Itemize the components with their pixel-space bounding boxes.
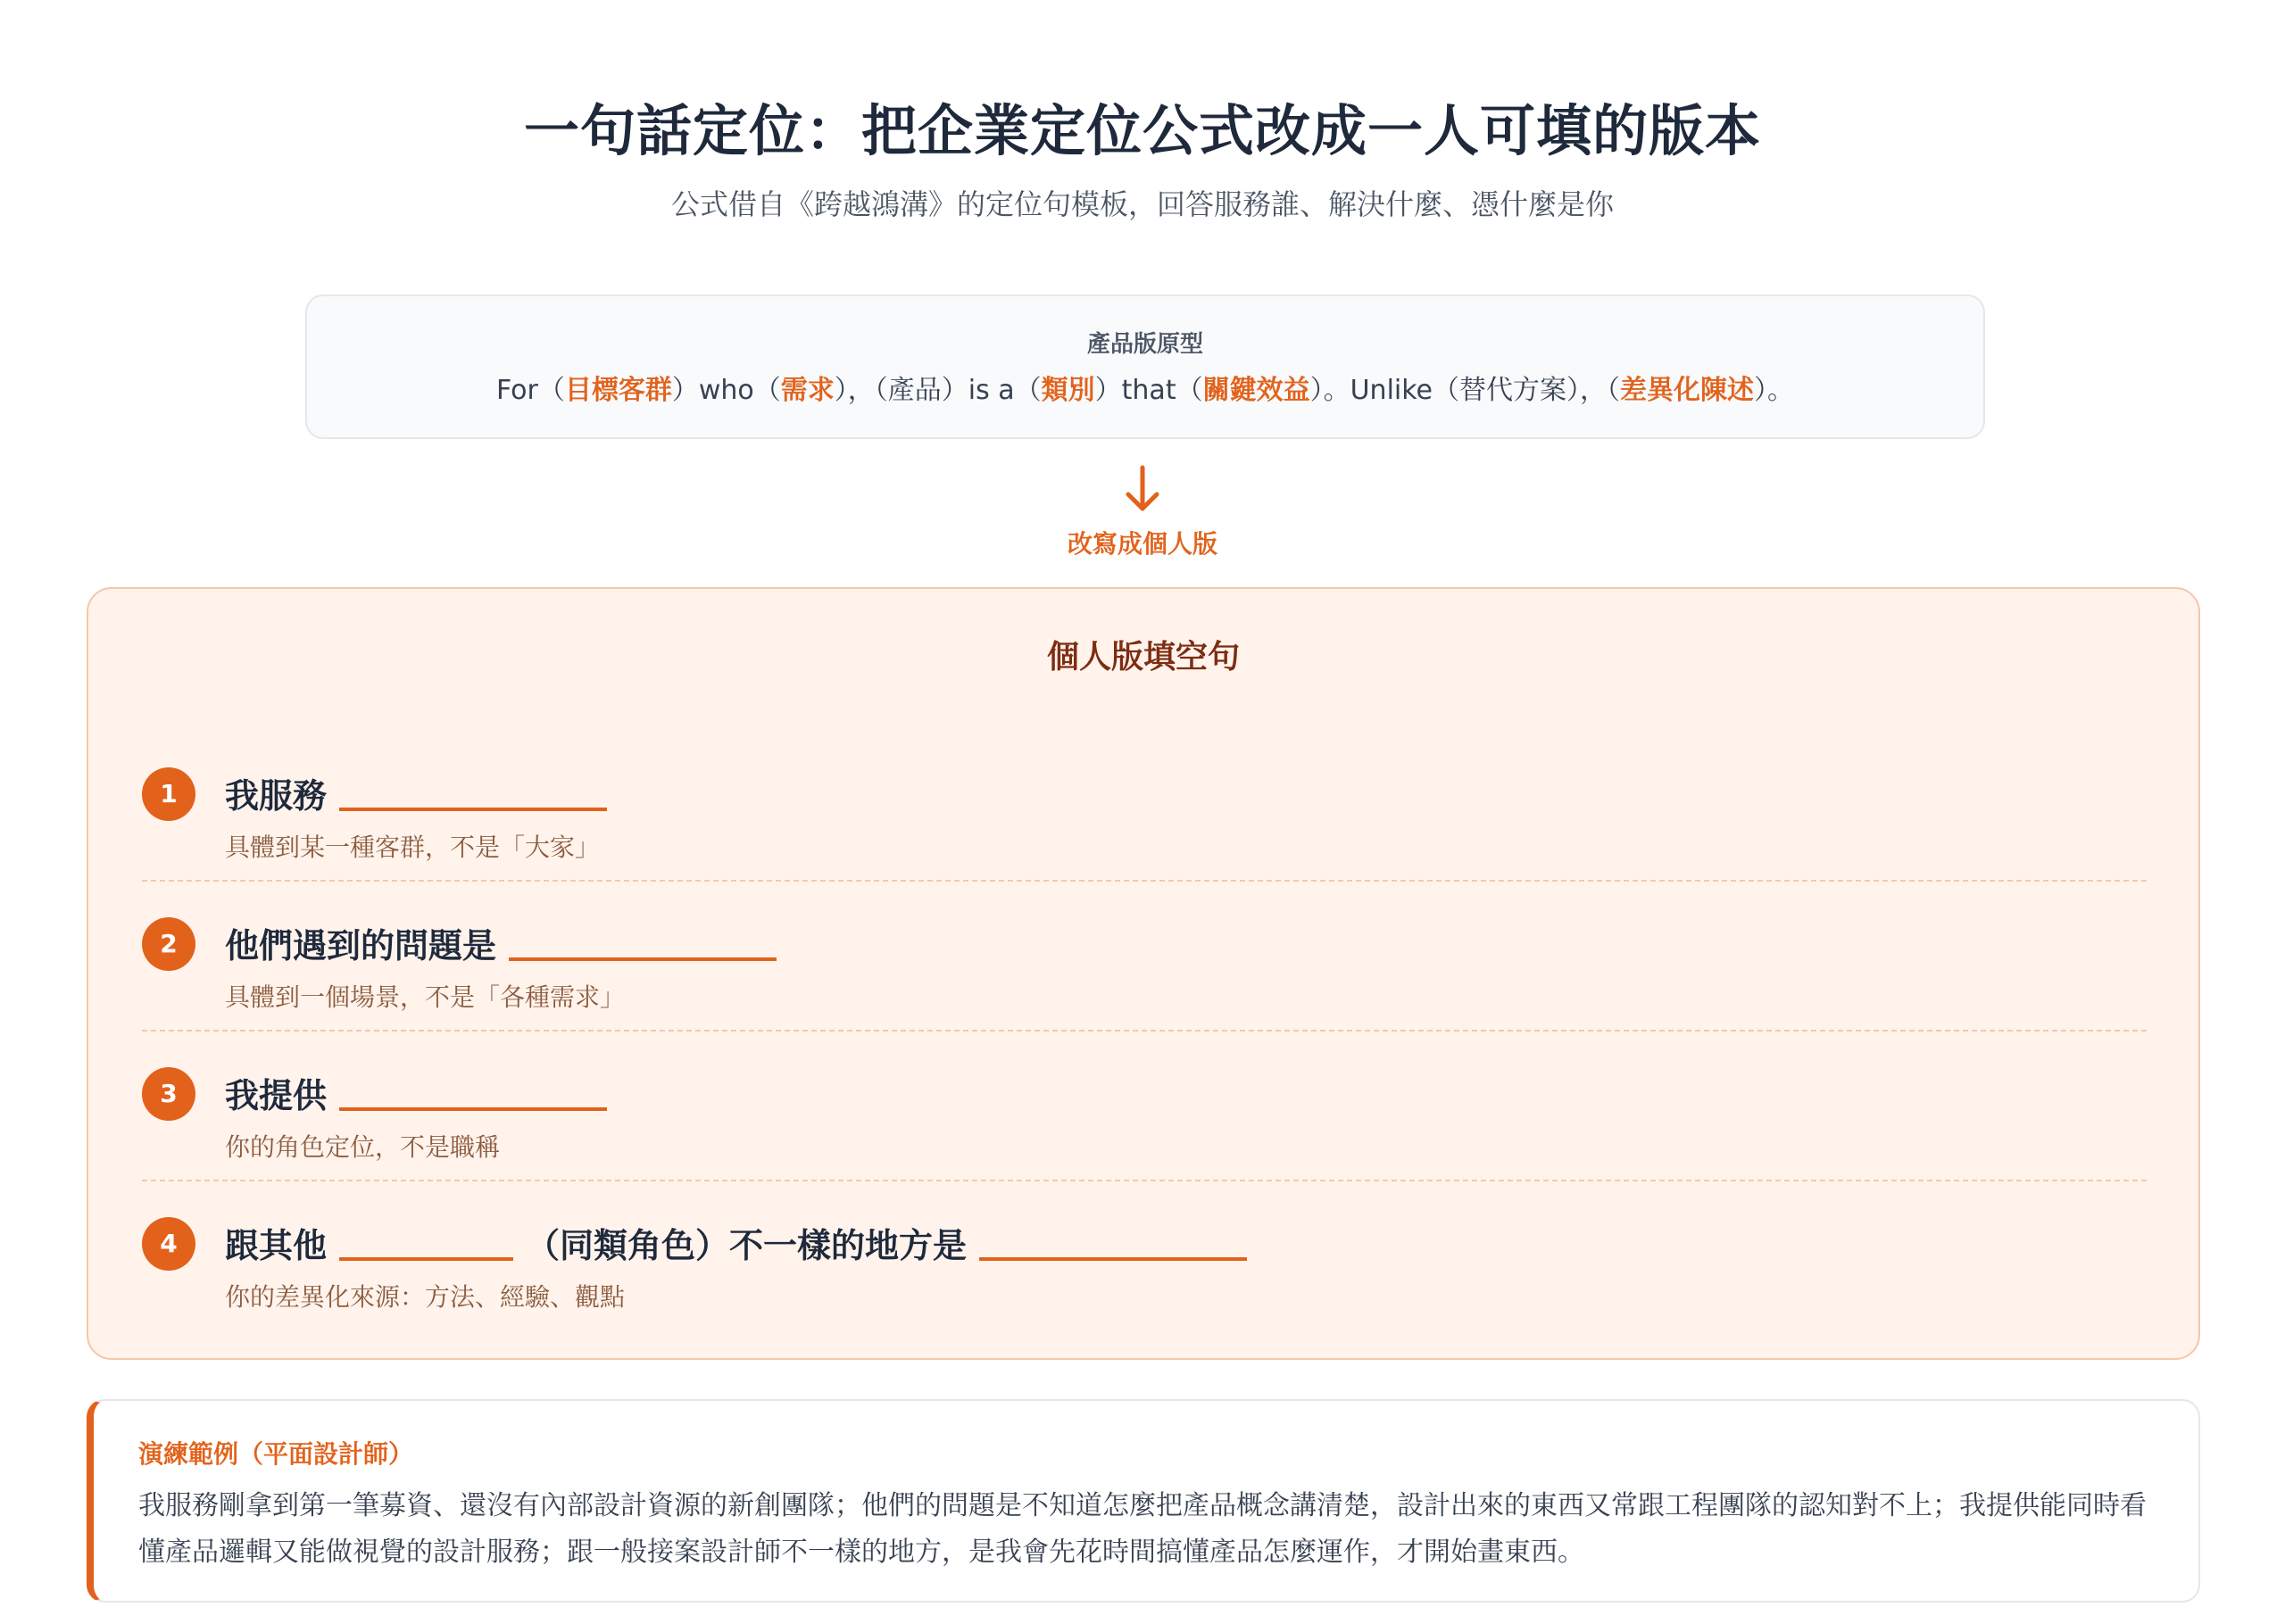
fill-in-sentence xyxy=(225,766,619,819)
step-number-badge: 4 xyxy=(142,1217,195,1271)
step-number-badge: 3 xyxy=(142,1067,195,1121)
blank-field[interactable] xyxy=(979,1223,1247,1261)
formula-highlight-key-benefit: 關鍵效益 xyxy=(1202,375,1310,406)
arrow-down-icon xyxy=(1121,464,1164,514)
formula-highlight-need: 需求 xyxy=(780,375,835,406)
prototype-card xyxy=(305,294,1985,439)
sentence-prefix: 跟其他 xyxy=(225,1225,328,1265)
item-hint: 你的差異化來源：方法、經驗、觀點 xyxy=(225,1282,626,1312)
prototype-formula xyxy=(307,371,1983,410)
formula-part: ）。 xyxy=(1754,375,1794,406)
blank-field[interactable] xyxy=(339,1223,513,1261)
item-hint: 具體到某一種客群，不是「大家」 xyxy=(225,833,601,862)
formula-part: ）who（ xyxy=(671,375,781,406)
step-number-badge: 2 xyxy=(142,917,195,971)
personal-version-title: 個人版填空句 xyxy=(1046,639,1240,675)
sentence-prefix: 我服務 xyxy=(225,775,328,816)
formula-highlight-differentiation: 差異化陳述 xyxy=(1620,375,1754,406)
formula-part: ）that（ xyxy=(1094,375,1203,406)
page-title: 一句話定位：把企業定位公式改成一人可填的版本 xyxy=(523,98,1761,163)
fill-in-sentence xyxy=(225,1065,619,1119)
fill-in-item-4 xyxy=(142,1181,2147,1331)
fill-in-sentence xyxy=(225,1215,1259,1269)
example-card xyxy=(87,1399,2200,1603)
step-number-badge: 1 xyxy=(142,767,195,821)
fill-in-sentence xyxy=(225,916,789,969)
formula-part: For（ xyxy=(495,375,565,406)
fill-in-item-1 xyxy=(142,732,2147,882)
example-title: 演練範例（平面設計師） xyxy=(138,1439,414,1469)
blank-field[interactable] xyxy=(509,924,777,961)
blank-field[interactable] xyxy=(339,1073,607,1111)
sentence-prefix: 他們遇到的問題是 xyxy=(225,925,497,965)
example-text: 我服務剛拿到第一筆募資、還沒有內部設計資源的新創團隊；他們的問題是不知道怎麼把產品概念講清楚，設計出來的東西又常跟工程團隊的認知對不上；我提供能同時看懂產品邏輯又能做視覺的設計服務；跟一般接案設計師不一樣的地方，是我會先花時間搞懂產品怎麼運作，才開始畫東西。 xyxy=(138,1490,2147,1568)
personal-version-card xyxy=(87,587,2200,1360)
sentence-middle: （同類角色）不一樣的地方是 xyxy=(526,1225,968,1265)
formula-part: ），（產品）is a（ xyxy=(834,375,1042,406)
formula-part: ）。Unlike（替代方案），（ xyxy=(1309,375,1620,406)
formula-highlight-target-audience: 目標客群 xyxy=(564,375,672,406)
item-hint: 具體到一個場景，不是「各種需求」 xyxy=(225,982,626,1012)
sentence-prefix: 我提供 xyxy=(225,1075,328,1115)
prototype-label: 產品版原型 xyxy=(1086,331,1203,358)
formula-highlight-category: 類別 xyxy=(1041,375,1095,406)
fill-in-item-3 xyxy=(142,1032,2147,1181)
transition-label: 改寫成個人版 xyxy=(1067,529,1217,559)
item-hint: 你的角色定位，不是職稱 xyxy=(225,1132,501,1162)
blank-field[interactable] xyxy=(339,774,607,811)
fill-in-item-2 xyxy=(142,882,2147,1032)
page-subtitle: 公式借自《跨越鴻溝》的定位句模板，回答服務誰、解決什麼、憑什麼是你 xyxy=(670,187,1614,221)
